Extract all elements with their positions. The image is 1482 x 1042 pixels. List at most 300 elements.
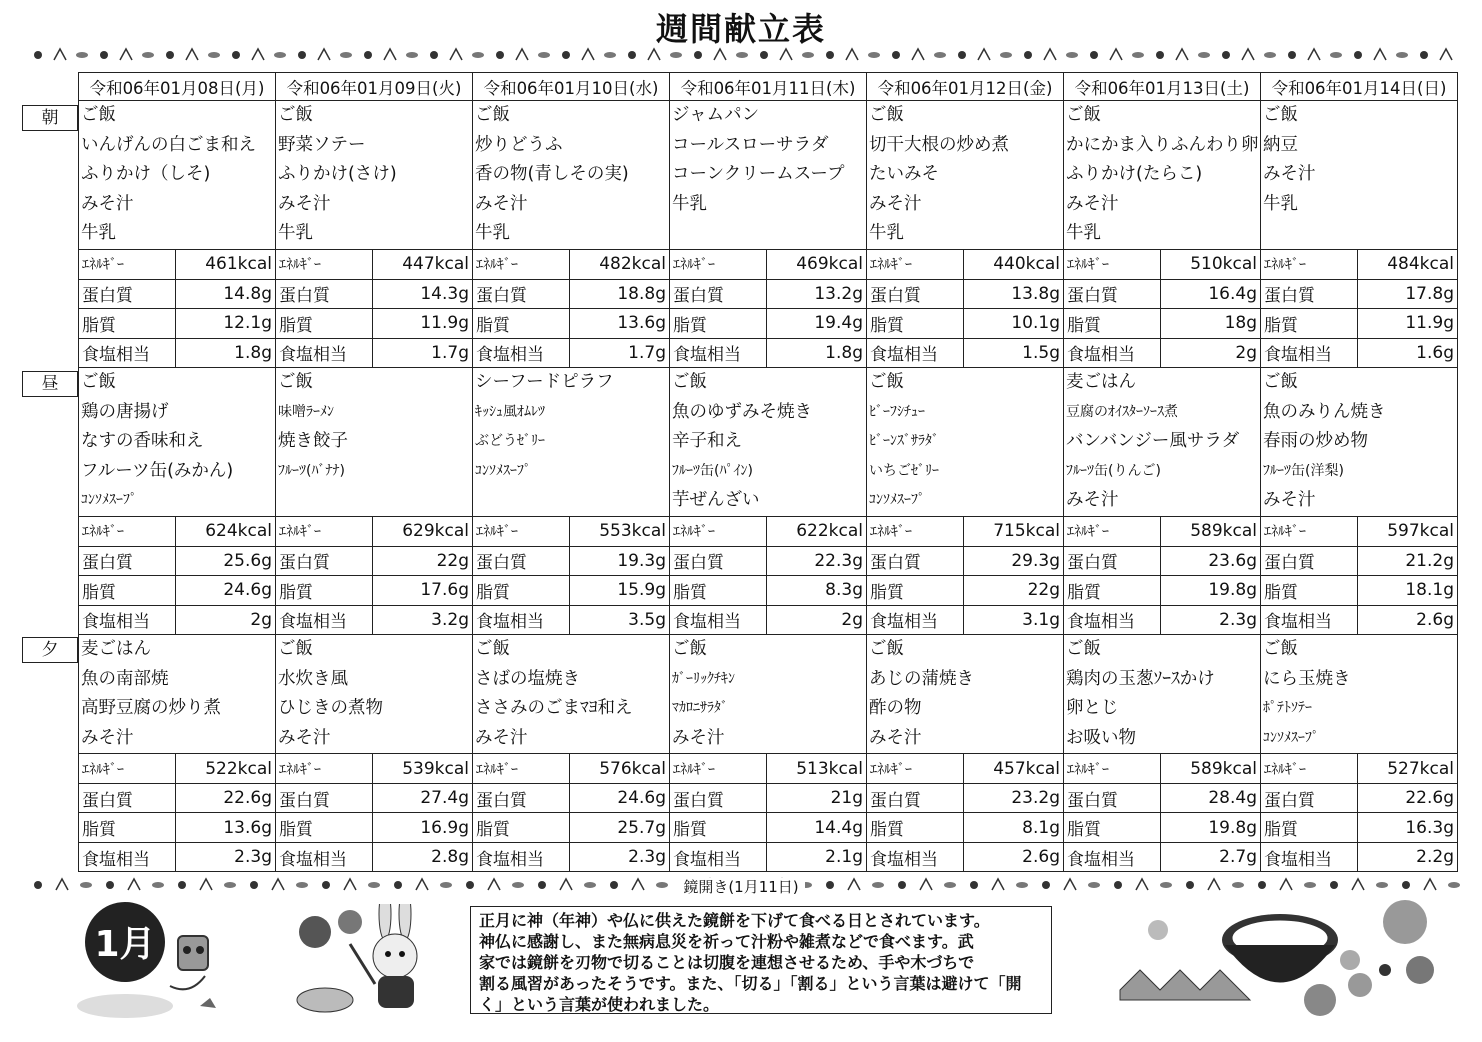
dish-item: 麦ごはん	[81, 639, 151, 659]
dish-item: ｺﾝｿﾒｽｰﾌﾟ	[81, 492, 137, 509]
dish-item: みそ汁	[475, 727, 528, 748]
month-badge-text: 1月	[94, 924, 156, 965]
nutrient-value: 513kcal	[767, 754, 867, 784]
nutrient-value: 16.3g	[1358, 813, 1458, 843]
dish-item: 切干大根の炒め煮	[869, 134, 1009, 155]
nutrient-label: ｴﾈﾙｷﾞｰ	[670, 517, 767, 547]
dish-item: ご飯	[1066, 105, 1101, 125]
ornament-icon	[1176, 49, 1188, 60]
nutrient-value: 3.1g	[964, 605, 1064, 635]
nutrient-row-salt	[79, 338, 1458, 368]
dish-item: 牛乳	[1263, 193, 1298, 214]
nutrient-label: ｴﾈﾙｷﾞｰ	[867, 250, 964, 280]
ornament-icon	[1156, 51, 1164, 59]
ornament-icon	[1374, 49, 1386, 60]
nutrient-value: 440kcal	[964, 250, 1064, 280]
ornament-icon	[826, 51, 834, 59]
info-box	[470, 906, 1052, 1014]
nutrient-value: 14.4g	[767, 813, 867, 843]
nutrient-value: 2.7g	[1161, 842, 1261, 872]
nutrient-label: 脂質	[276, 309, 373, 339]
nutrient-value: 11.9g	[373, 309, 473, 339]
dish-item: 野菜ソテー	[278, 134, 366, 155]
nutrient-value: 16.4g	[1161, 279, 1261, 309]
dish-item: ご飯	[278, 105, 313, 125]
nutrient-value: 14.8g	[176, 279, 276, 309]
dish-item: 牛乳	[869, 223, 904, 244]
dish-list	[867, 101, 1064, 250]
dish-item: ひじきの煮物	[278, 698, 383, 719]
ornament-icon	[450, 49, 462, 60]
nutrient-value: 629kcal	[373, 517, 473, 547]
dish-item: みそ汁	[475, 193, 528, 214]
nutrient-label: 食塩相当	[867, 605, 964, 635]
meal-dishes-row	[79, 368, 1458, 517]
dish-item: ｺﾝｿﾒｽｰﾌﾟ	[869, 492, 925, 509]
nutrient-value: 18g	[1161, 309, 1261, 339]
nutrient-value: 19.8g	[1161, 576, 1261, 606]
nutrient-label: 脂質	[1261, 309, 1358, 339]
nutrient-value: 19.3g	[570, 546, 670, 576]
ornament-icon	[120, 49, 132, 60]
nutrient-value: 2.1g	[767, 842, 867, 872]
ornament-icon	[232, 51, 240, 59]
caption-text: 鏡開き(1月11日)	[677, 878, 804, 896]
nutrient-label: 蛋白質	[670, 783, 767, 813]
ornament-icon	[1420, 51, 1428, 59]
nutrient-label: 蛋白質	[473, 546, 570, 576]
dish-item: みそ汁	[672, 727, 725, 748]
nutrient-value: 13.6g	[176, 813, 276, 843]
dish-item: ご飯	[869, 639, 904, 659]
ornament-icon	[780, 49, 792, 60]
dish-list	[1261, 101, 1458, 250]
nutrient-value: 8.3g	[767, 576, 867, 606]
nutrient-value: 19.4g	[767, 309, 867, 339]
nutrient-label: 蛋白質	[1261, 546, 1358, 576]
dish-item: ご飯	[81, 105, 116, 125]
nutrient-row-salt	[79, 605, 1458, 635]
dish-item: いちごｾﾞﾘｰ	[869, 462, 939, 479]
nutrient-value: 715kcal	[964, 517, 1064, 547]
decorative-border-top	[30, 40, 1460, 70]
nutrient-label: 脂質	[670, 813, 767, 843]
nutrient-label: 脂質	[867, 813, 964, 843]
dish-item: ｷｯｼｭ風ｵﾑﾚﾂ	[475, 403, 545, 420]
nutrient-value: 23.2g	[964, 783, 1064, 813]
nutrient-row-fat	[79, 813, 1458, 843]
dish-item: みそ汁	[278, 727, 331, 748]
dish-item: シーフードピラフ	[475, 372, 614, 392]
nutrient-label: 食塩相当	[867, 338, 964, 368]
nutrient-label: 蛋白質	[867, 546, 964, 576]
ornament-icon	[714, 49, 726, 60]
dish-item: ｺﾝｿﾒｽｰﾌﾟ	[1263, 729, 1319, 746]
nutrient-label: 食塩相当	[867, 842, 964, 872]
ornament-icon	[892, 51, 900, 59]
nutrient-value: 28.4g	[1161, 783, 1261, 813]
ornament-icon	[1264, 52, 1276, 58]
nutrient-label: ｴﾈﾙｷﾞｰ	[473, 754, 570, 784]
dish-item: ﾎﾟﾃﾄｿﾃｰ	[1263, 700, 1312, 717]
nutrient-label: 食塩相当	[473, 842, 570, 872]
ornament-icon	[1090, 51, 1098, 59]
nutrient-label: 脂質	[1261, 576, 1358, 606]
dish-item: ﾌﾙｰﾂ缶(りんご)	[1066, 462, 1161, 479]
nutrient-value: 21.2g	[1358, 546, 1458, 576]
nutrient-value: 17.6g	[373, 576, 473, 606]
nutrient-value: 1.6g	[1358, 338, 1458, 368]
nutrient-value: 21g	[767, 783, 867, 813]
nutrient-label: ｴﾈﾙｷﾞｰ	[867, 754, 964, 784]
nutrient-label: 食塩相当	[276, 842, 373, 872]
dish-item: ふりかけ(たらこ)	[1066, 164, 1203, 185]
nutrient-label: 食塩相当	[1064, 842, 1161, 872]
nutrient-value: 18.1g	[1358, 576, 1458, 606]
dish-item: ふりかけ(さけ)	[278, 164, 397, 185]
ornament-icon	[604, 52, 616, 58]
nutrient-value: 27.4g	[373, 783, 473, 813]
day-header: 令和06年01月11日(木)	[670, 73, 867, 101]
ornament-icon	[562, 51, 570, 59]
nutrient-value: 1.7g	[373, 338, 473, 368]
dish-list	[1064, 635, 1261, 754]
dish-item: かにかま入りふんわり卵	[1066, 134, 1258, 155]
ornament-icon	[1222, 51, 1230, 59]
ornament-icon	[208, 52, 220, 58]
dish-list	[79, 635, 276, 754]
nutrient-value: 22g	[373, 546, 473, 576]
dish-item: なすの香味和え	[81, 431, 204, 452]
nutrient-row-energy	[79, 754, 1458, 784]
nutrient-value: 1.8g	[767, 338, 867, 368]
nutrient-label: ｴﾈﾙｷﾞｰ	[1261, 250, 1358, 280]
dish-item: ﾌﾙｰﾂ缶(洋梨)	[1263, 462, 1344, 479]
dish-item: みそ汁	[81, 193, 134, 214]
nutrient-row-protein	[79, 279, 1458, 309]
nutrient-label: ｴﾈﾙｷﾞｰ	[79, 250, 176, 280]
info-text-line: 神仏に感謝し、また無病息災を祈って汁粉や雑煮などで食べます。武	[479, 932, 974, 951]
nutrient-row-fat	[79, 576, 1458, 606]
info-text-line: 家では鏡餅を刃物で切ることは切腹を連想させるため、手や木づちで	[479, 953, 975, 972]
dish-item: コールスローサラダ	[672, 134, 829, 155]
nutrient-value: 1.7g	[570, 338, 670, 368]
dish-item: みそ汁	[869, 193, 922, 214]
ornament-icon	[166, 51, 174, 59]
january-badge-illustration	[70, 896, 230, 1026]
dish-item: 卵とじ	[1066, 698, 1119, 719]
nutrient-label: ｴﾈﾙｷﾞｰ	[1261, 517, 1358, 547]
nutrient-value: 539kcal	[373, 754, 473, 784]
ozoni-bowl-illustration	[1110, 900, 1460, 1022]
ornament-icon	[1044, 49, 1056, 60]
dish-item: みそ汁	[1066, 193, 1119, 214]
dish-item: ﾏｶﾛﾆｻﾗﾀﾞ	[672, 700, 728, 717]
dish-item: あじの蒲焼き	[869, 668, 974, 689]
dish-item: 芋ぜんざい	[672, 490, 760, 511]
info-text-line: 割る風習があったそうです。また、「切る」「割る」という言葉は避けて「開	[479, 974, 1022, 993]
ornament-icon	[1066, 52, 1078, 58]
dish-item: さばの塩焼き	[475, 668, 580, 689]
dish-item: ｺﾝｿﾒｽｰﾌﾟ	[475, 462, 531, 479]
nutrient-value: 2.2g	[1358, 842, 1458, 872]
nutrient-label: 脂質	[79, 813, 176, 843]
nutrient-label: 蛋白質	[1064, 279, 1161, 309]
menu-table	[78, 72, 1458, 872]
ornament-icon	[142, 52, 154, 58]
dish-list	[473, 635, 670, 754]
ornament-icon	[298, 51, 306, 59]
dish-item: ご飯	[278, 639, 313, 659]
nutrient-label: ｴﾈﾙｷﾞｰ	[670, 754, 767, 784]
nutrient-value: 461kcal	[176, 250, 276, 280]
nutrient-value: 24.6g	[570, 783, 670, 813]
nutrient-label: 脂質	[473, 813, 570, 843]
nutrient-value: 25.6g	[176, 546, 276, 576]
nutrient-label: 蛋白質	[1064, 546, 1161, 576]
ornament-icon	[912, 49, 924, 60]
ornament-icon	[582, 49, 594, 60]
dish-list	[276, 101, 473, 250]
ornament-icon	[1288, 51, 1296, 59]
ornament-icon	[1198, 52, 1210, 58]
nutrient-label: 脂質	[1064, 309, 1161, 339]
dish-item: コーンクリームスープ	[672, 164, 845, 185]
nutrient-value: 22.3g	[767, 546, 867, 576]
ornament-icon	[846, 49, 858, 60]
dish-item: 牛乳	[672, 193, 707, 214]
nutrient-label: 食塩相当	[276, 605, 373, 635]
nutrient-value: 510kcal	[1161, 250, 1261, 280]
day-header-row	[79, 73, 1458, 101]
ornament-icon	[958, 51, 966, 59]
nutrient-row-protein	[79, 546, 1458, 576]
ornament-icon	[76, 52, 88, 58]
nutrient-label: 蛋白質	[1261, 279, 1358, 309]
nutrient-value: 24.6g	[176, 576, 276, 606]
nutrient-label: 蛋白質	[1064, 783, 1161, 813]
dish-item: 炒りどうふ	[475, 134, 563, 155]
nutrient-value: 15.9g	[570, 576, 670, 606]
meal-dishes-row	[79, 635, 1458, 754]
nutrient-label: ｴﾈﾙｷﾞｰ	[473, 250, 570, 280]
nutrient-label: 食塩相当	[670, 605, 767, 635]
ornament-icon	[384, 49, 396, 60]
nutrient-value: 589kcal	[1161, 754, 1261, 784]
nutrient-label: 食塩相当	[1064, 338, 1161, 368]
dish-item: 春雨の炒め物	[1263, 431, 1368, 452]
nutrient-label: 脂質	[1064, 576, 1161, 606]
nutrient-value: 22g	[964, 576, 1064, 606]
dish-item: ご飯	[672, 639, 707, 659]
dish-list	[276, 635, 473, 754]
dish-item: いんげんの白ごま和え	[81, 134, 256, 155]
nutrient-label: ｴﾈﾙｷﾞｰ	[79, 754, 176, 784]
ornament-icon	[1000, 52, 1012, 58]
dish-item: 豆腐のｵｲｽﾀｰｿｰｽ煮	[1066, 403, 1178, 420]
ornament-icon	[252, 49, 264, 60]
nutrient-label: 食塩相当	[473, 338, 570, 368]
dish-list	[473, 368, 670, 517]
nutrient-value: 12.1g	[176, 309, 276, 339]
nutrient-label: 脂質	[670, 309, 767, 339]
nutrient-label: 蛋白質	[276, 783, 373, 813]
nutrient-label: 蛋白質	[867, 783, 964, 813]
dish-item: ふりかけ（しそ)	[81, 164, 211, 185]
info-text-line: く」という言葉が使われました。	[479, 995, 720, 1014]
rabbit-mochi-illustration	[290, 904, 440, 1022]
ornament-icon	[1242, 49, 1254, 60]
dish-item: ご飯	[1263, 372, 1298, 392]
ornament-icon	[186, 49, 198, 60]
dish-item: ご飯	[1263, 639, 1298, 659]
dish-item: 水炊き風	[278, 668, 348, 689]
nutrient-label: 蛋白質	[276, 279, 373, 309]
meal-label: 夕	[22, 637, 78, 663]
ornament-icon	[1024, 51, 1032, 59]
nutrient-label: 脂質	[1064, 813, 1161, 843]
nutrient-label: 脂質	[670, 576, 767, 606]
ornament-icon	[340, 52, 352, 58]
dish-item: ご飯	[1263, 105, 1298, 125]
nutrient-value: 29.3g	[964, 546, 1064, 576]
dish-item: ご飯	[475, 639, 510, 659]
dish-item: 牛乳	[475, 223, 510, 244]
meal-dishes-row	[79, 101, 1458, 250]
nutrient-label: 食塩相当	[473, 605, 570, 635]
nutrient-label: ｴﾈﾙｷﾞｰ	[473, 517, 570, 547]
nutrient-label: 食塩相当	[79, 605, 176, 635]
ornament-icon	[760, 51, 768, 59]
nutrient-value: 527kcal	[1358, 754, 1458, 784]
nutrient-value: 2.6g	[1358, 605, 1458, 635]
nutrient-value: 17.8g	[1358, 279, 1458, 309]
nutrient-value: 23.6g	[1161, 546, 1261, 576]
dish-item: ご飯	[81, 372, 116, 392]
ornament-icon	[496, 51, 504, 59]
dish-item: ご飯	[1066, 639, 1101, 659]
nutrient-label: 脂質	[473, 309, 570, 339]
ornament-icon	[430, 51, 438, 59]
dish-item: ぶどうｾﾞﾘｰ	[475, 433, 545, 450]
nutrient-value: 484kcal	[1358, 250, 1458, 280]
nutrient-label: 蛋白質	[1261, 783, 1358, 813]
nutrient-label: 食塩相当	[79, 842, 176, 872]
dish-item: みそ汁	[278, 193, 331, 214]
dish-item: 納豆	[1263, 134, 1298, 155]
nutrient-value: 469kcal	[767, 250, 867, 280]
nutrient-label: ｴﾈﾙｷﾞｰ	[276, 517, 373, 547]
ornament-icon	[1132, 52, 1144, 58]
day-header: 令和06年01月12日(金)	[867, 73, 1064, 101]
caption	[0, 876, 1482, 897]
nutrient-value: 22.6g	[176, 783, 276, 813]
info-text-line: 正月に神（年神）や仏に供えた鏡餅を下げて食べる日とされています。	[479, 911, 990, 930]
nutrient-value: 3.2g	[373, 605, 473, 635]
ornament-icon	[1110, 49, 1122, 60]
ornament-icon	[1330, 52, 1342, 58]
nutrient-value: 16.9g	[373, 813, 473, 843]
nutrient-value: 18.8g	[570, 279, 670, 309]
dish-item: 牛乳	[1066, 223, 1101, 244]
dish-list	[1261, 635, 1458, 754]
nutrient-label: 脂質	[276, 813, 373, 843]
nutrient-label: 食塩相当	[1064, 605, 1161, 635]
ornament-icon	[694, 51, 702, 59]
nutrient-label: 脂質	[473, 576, 570, 606]
nutrient-value: 2.3g	[176, 842, 276, 872]
nutrient-label: 脂質	[1261, 813, 1358, 843]
nutrient-value: 1.5g	[964, 338, 1064, 368]
dish-item: 辛子和え	[672, 431, 742, 452]
dish-item: 鶏肉の玉葱ｿｰｽかけ	[1066, 668, 1215, 689]
meal-label: 昼	[22, 371, 78, 397]
dish-list	[276, 368, 473, 517]
nutrient-value: 2g	[1161, 338, 1261, 368]
ornament-icon	[54, 49, 66, 60]
nutrient-label: 食塩相当	[670, 842, 767, 872]
nutrient-value: 522kcal	[176, 754, 276, 784]
dish-item: みそ汁	[81, 727, 134, 748]
nutrient-label: ｴﾈﾙｷﾞｰ	[1064, 250, 1161, 280]
nutrient-label: ｴﾈﾙｷﾞｰ	[1261, 754, 1358, 784]
dish-list	[473, 101, 670, 250]
nutrient-value: 553kcal	[570, 517, 670, 547]
dish-item: みそ汁	[1263, 490, 1316, 511]
ornament-icon	[538, 52, 550, 58]
ornament-icon	[648, 49, 660, 60]
nutrient-value: 1.8g	[176, 338, 276, 368]
nutrient-label: 蛋白質	[276, 546, 373, 576]
nutrient-label: 食塩相当	[1261, 605, 1358, 635]
ornament-icon	[736, 52, 748, 58]
dish-item: ご飯	[278, 372, 313, 392]
day-header: 令和06年01月08日(月)	[79, 73, 276, 101]
ornament-icon	[1354, 51, 1362, 59]
day-header: 令和06年01月14日(日)	[1261, 73, 1458, 101]
nutrient-value: 22.6g	[1358, 783, 1458, 813]
dish-list	[670, 101, 867, 250]
dish-item: みそ汁	[1263, 164, 1316, 185]
ornament-icon	[802, 52, 814, 58]
dish-item: ご飯	[475, 105, 510, 125]
nutrient-value: 622kcal	[767, 517, 867, 547]
dish-item: 牛乳	[81, 223, 116, 244]
ornament-icon	[100, 51, 108, 59]
nutrient-value: 2g	[176, 605, 276, 635]
nutrient-value: 576kcal	[570, 754, 670, 784]
ornament-icon	[516, 49, 528, 60]
ornament-icon	[628, 51, 636, 59]
nutrient-label: 蛋白質	[79, 279, 176, 309]
dish-item: ｶﾞｰﾘｯｸﾁｷﾝ	[672, 670, 735, 687]
ornament-icon	[318, 49, 330, 60]
nutrient-value: 2g	[767, 605, 867, 635]
nutrient-value: 447kcal	[373, 250, 473, 280]
dish-item: 鶏の唐揚げ	[81, 401, 169, 422]
nutrient-label: 脂質	[276, 576, 373, 606]
dish-item: 牛乳	[278, 223, 313, 244]
nutrient-row-protein	[79, 783, 1458, 813]
nutrient-label: ｴﾈﾙｷﾞｰ	[867, 517, 964, 547]
ornament-icon	[406, 52, 418, 58]
ornament-icon	[1308, 49, 1320, 60]
dish-item: ご飯	[869, 105, 904, 125]
dish-list	[1064, 101, 1261, 250]
nutrient-label: ｴﾈﾙｷﾞｰ	[276, 754, 373, 784]
dish-list	[1064, 368, 1261, 517]
dish-item: みそ汁	[869, 727, 922, 748]
